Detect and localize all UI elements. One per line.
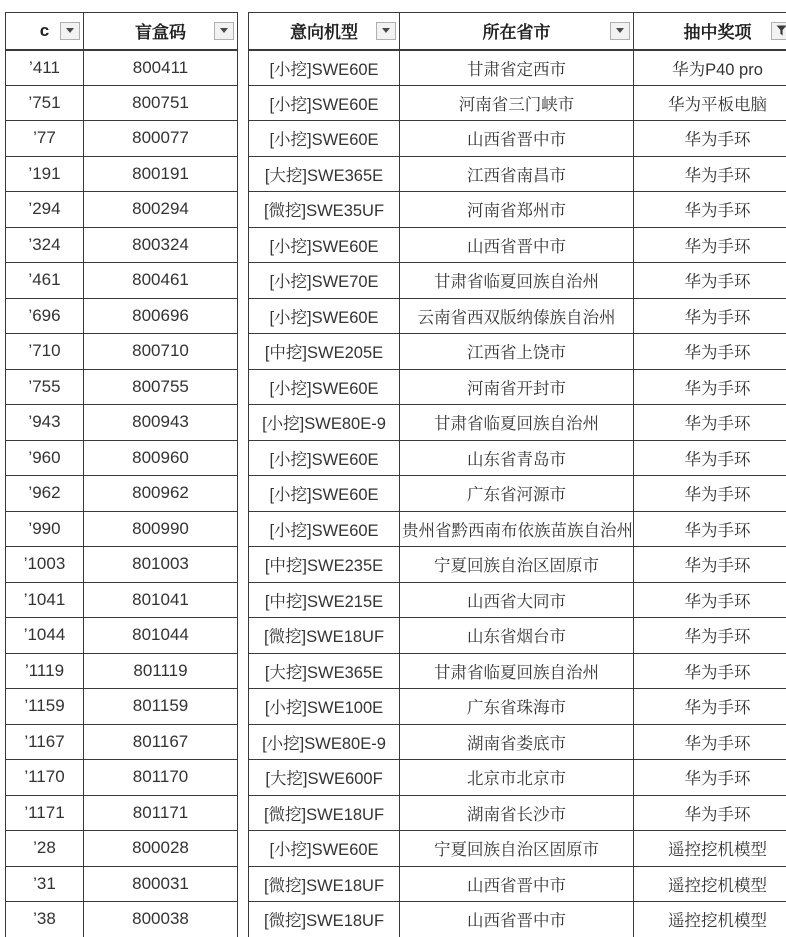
cell-region[interactable]: 甘肃省临夏回族自治州 (400, 653, 634, 689)
cell-region[interactable]: 广东省河源市 (400, 476, 634, 512)
left-table-body (6, 50, 238, 937)
table-row (249, 121, 786, 157)
cell-model[interactable]: [大挖]SWE365E (249, 653, 400, 689)
cell-prize[interactable]: 华为手环 (634, 724, 786, 760)
cell-region[interactable]: 甘肃省临夏回族自治州 (400, 405, 634, 441)
cell-c[interactable]: ’28 (6, 831, 84, 867)
cell-code[interactable]: 801003 (84, 547, 238, 583)
table-row (249, 831, 786, 867)
table-row (6, 547, 238, 583)
cell-c[interactable]: ’411 (6, 50, 84, 86)
cell-model[interactable]: [中挖]SWE205E (249, 334, 400, 370)
cell-code[interactable]: 800461 (84, 263, 238, 299)
cell-model[interactable]: [小挖]SWE100E (249, 689, 400, 725)
cell-c[interactable]: ’696 (6, 298, 84, 334)
cell-code[interactable]: 800696 (84, 298, 238, 334)
cell-model[interactable]: [大挖]SWE365E (249, 156, 400, 192)
cell-c[interactable]: ’1167 (6, 724, 84, 760)
cell-region[interactable]: 北京市北京市 (400, 760, 634, 796)
cell-code[interactable]: 801159 (84, 689, 238, 725)
table-row (249, 547, 786, 583)
cell-code[interactable]: 801170 (84, 760, 238, 796)
cell-model[interactable]: [小挖]SWE70E (249, 263, 400, 299)
cell-region[interactable]: 河南省郑州市 (400, 192, 634, 228)
cell-c[interactable]: ’77 (6, 121, 84, 157)
cell-region[interactable]: 湖南省长沙市 (400, 795, 634, 831)
cell-region[interactable]: 山西省晋中市 (400, 227, 634, 263)
cell-model[interactable]: [小挖]SWE60E (249, 227, 400, 263)
cell-c[interactable]: ’191 (6, 156, 84, 192)
cell-model[interactable]: [微挖]SWE35UF (249, 192, 400, 228)
table-row (6, 866, 238, 902)
table-row (6, 476, 238, 512)
table-row (249, 85, 786, 121)
chevron-down-icon (66, 28, 74, 33)
table-row (249, 760, 786, 796)
table-row (6, 405, 238, 441)
table-row (249, 227, 786, 263)
cell-model[interactable]: [微挖]SWE18UF (249, 866, 400, 902)
left-table (5, 12, 238, 937)
cell-prize[interactable]: 华为手环 (634, 689, 786, 725)
cell-model[interactable]: [小挖]SWE60E (249, 831, 400, 867)
table-row (249, 263, 786, 299)
cell-code[interactable]: 800411 (84, 50, 238, 86)
cell-c[interactable]: ’38 (6, 902, 84, 937)
column-header-model[interactable] (249, 13, 400, 50)
cell-model[interactable]: [小挖]SWE60E (249, 369, 400, 405)
table-row (6, 334, 238, 370)
cell-model[interactable]: [中挖]SWE215E (249, 582, 400, 618)
filter-dropdown-icon[interactable] (376, 22, 396, 40)
cell-prize[interactable]: 华为P40 pro (634, 50, 786, 86)
cell-prize[interactable]: 华为手环 (634, 547, 786, 583)
table-row (6, 369, 238, 405)
table-row (249, 689, 786, 725)
table-row (249, 653, 786, 689)
chevron-down-icon (382, 28, 390, 33)
cell-prize[interactable]: 遥控挖机模型 (634, 866, 786, 902)
right-table-body (249, 50, 786, 937)
cell-c[interactable]: ’1041 (6, 582, 84, 618)
cell-c[interactable]: ’755 (6, 369, 84, 405)
cell-model[interactable]: [大挖]SWE600F (249, 760, 400, 796)
table-row (6, 50, 238, 86)
table-row (6, 263, 238, 299)
table-row (249, 724, 786, 760)
table-row (249, 866, 786, 902)
cell-code[interactable]: 800031 (84, 866, 238, 902)
column-header-region-label: 所在省市 (482, 23, 551, 43)
table-row (6, 192, 238, 228)
cell-model[interactable]: [微挖]SWE18UF (249, 902, 400, 937)
table-row (249, 618, 786, 654)
cell-code[interactable]: 800751 (84, 85, 238, 121)
table-row (6, 724, 238, 760)
cell-c[interactable]: ’751 (6, 85, 84, 121)
table-row (6, 618, 238, 654)
cell-prize[interactable]: 华为手环 (634, 334, 786, 370)
cell-prize[interactable]: 遥控挖机模型 (634, 831, 786, 867)
cell-region[interactable]: 江西省南昌市 (400, 156, 634, 192)
right-table (248, 12, 786, 937)
cell-prize[interactable]: 华为手环 (634, 653, 786, 689)
column-header-c[interactable] (6, 13, 84, 50)
cell-code[interactable]: 800191 (84, 156, 238, 192)
cell-region[interactable]: 河南省三门峡市 (400, 85, 634, 121)
cell-prize[interactable]: 华为平板电脑 (634, 85, 786, 121)
table-row (249, 440, 786, 476)
column-header-model-label: 意向机型 (290, 23, 358, 43)
cell-code[interactable]: 800294 (84, 192, 238, 228)
cell-region[interactable]: 山西省晋中市 (400, 866, 634, 902)
cell-c[interactable]: ’1159 (6, 689, 84, 725)
column-header-code[interactable] (84, 13, 238, 50)
table-row (6, 831, 238, 867)
table-row (6, 902, 238, 937)
cell-region[interactable]: 山西省晋中市 (400, 121, 634, 157)
cell-prize[interactable]: 遥控挖机模型 (634, 902, 786, 937)
cell-code[interactable]: 801171 (84, 795, 238, 831)
chevron-down-icon (616, 28, 624, 33)
filter-funnel-icon[interactable] (771, 22, 786, 40)
cell-c[interactable]: ’461 (6, 263, 84, 299)
cell-prize[interactable]: 华为手环 (634, 298, 786, 334)
cell-code[interactable]: 800990 (84, 511, 238, 547)
cell-code[interactable]: 800755 (84, 369, 238, 405)
table-row (6, 689, 238, 725)
cell-c[interactable]: ’294 (6, 192, 84, 228)
cell-code[interactable]: 800038 (84, 902, 238, 937)
table-row (6, 156, 238, 192)
cell-prize[interactable]: 华为手环 (634, 760, 786, 796)
cell-model[interactable]: [小挖]SWE60E (249, 298, 400, 334)
funnel-icon (776, 25, 786, 36)
cell-c[interactable]: ’962 (6, 476, 84, 512)
cell-code[interactable]: 800324 (84, 227, 238, 263)
cell-region[interactable]: 甘肃省定西市 (400, 50, 634, 86)
table-row (249, 50, 786, 86)
chevron-down-icon (220, 28, 228, 33)
table-row (249, 156, 786, 192)
cell-c[interactable]: ’31 (6, 866, 84, 902)
table-row (6, 760, 238, 796)
cell-code[interactable]: 800077 (84, 121, 238, 157)
cell-code[interactable]: 800710 (84, 334, 238, 370)
cell-model[interactable]: [小挖]SWE60E (249, 476, 400, 512)
header-row (249, 13, 786, 50)
cell-prize[interactable]: 华为手环 (634, 369, 786, 405)
cell-prize[interactable]: 华为手环 (634, 511, 786, 547)
column-header-c-label: c (39, 20, 50, 40)
cell-region[interactable]: 山东省青岛市 (400, 440, 634, 476)
cell-prize[interactable]: 华为手环 (634, 440, 786, 476)
cell-prize[interactable]: 华为手环 (634, 618, 786, 654)
tables-container (5, 12, 786, 937)
cell-model[interactable]: [中挖]SWE235E (249, 547, 400, 583)
header-row (6, 13, 238, 50)
cell-model[interactable]: [小挖]SWE60E (249, 85, 400, 121)
column-header-code-label: 盲盒码 (135, 23, 186, 43)
cell-model[interactable]: [微挖]SWE18UF (249, 795, 400, 831)
table-row (249, 582, 786, 618)
cell-code[interactable]: 800960 (84, 440, 238, 476)
cell-c[interactable]: ’1044 (6, 618, 84, 654)
cell-region[interactable]: 宁夏回族自治区固原市 (400, 547, 634, 583)
cell-model[interactable]: [小挖]SWE80E-9 (249, 405, 400, 441)
cell-region[interactable]: 江西省上饶市 (400, 334, 634, 370)
cell-region[interactable]: 山西省晋中市 (400, 902, 634, 937)
cell-region[interactable]: 宁夏回族自治区固原市 (400, 831, 634, 867)
table-row (6, 653, 238, 689)
cell-c[interactable]: ’1003 (6, 547, 84, 583)
column-header-region[interactable] (400, 13, 634, 50)
filter-dropdown-icon[interactable] (610, 22, 630, 40)
column-header-prize[interactable] (634, 13, 786, 50)
cell-code[interactable]: 801119 (84, 653, 238, 689)
cell-region[interactable]: 山东省烟台市 (400, 618, 634, 654)
cell-c[interactable]: ’324 (6, 227, 84, 263)
cell-c[interactable]: ’1170 (6, 760, 84, 796)
table-row (249, 369, 786, 405)
cell-model[interactable]: [小挖]SWE60E (249, 511, 400, 547)
cell-code[interactable]: 800943 (84, 405, 238, 441)
cell-model[interactable]: [小挖]SWE60E (249, 440, 400, 476)
cell-prize[interactable]: 华为手环 (634, 795, 786, 831)
table-row (6, 511, 238, 547)
cell-model[interactable]: [小挖]SWE60E (249, 50, 400, 86)
cell-c[interactable]: ’960 (6, 440, 84, 476)
cell-prize[interactable]: 华为手环 (634, 227, 786, 263)
table-row (6, 440, 238, 476)
cell-region[interactable]: 甘肃省临夏回族自治州 (400, 263, 634, 299)
table-row (249, 795, 786, 831)
cell-code[interactable]: 801167 (84, 724, 238, 760)
cell-prize[interactable]: 华为手环 (634, 192, 786, 228)
table-row (249, 192, 786, 228)
table-row (6, 795, 238, 831)
cell-prize[interactable]: 华为手环 (634, 156, 786, 192)
table-row (249, 298, 786, 334)
table-row (249, 511, 786, 547)
cell-prize[interactable]: 华为手环 (634, 582, 786, 618)
table-row (6, 85, 238, 121)
table-row (6, 227, 238, 263)
cell-region[interactable]: 贵州省黔西南布依族苗族自治州 (400, 511, 634, 547)
cell-c[interactable]: ’1171 (6, 795, 84, 831)
cell-region[interactable]: 湖南省娄底市 (400, 724, 634, 760)
cell-c[interactable]: ’1119 (6, 653, 84, 689)
cell-prize[interactable]: 华为手环 (634, 405, 786, 441)
cell-region[interactable]: 山西省大同市 (400, 582, 634, 618)
cell-model[interactable]: [小挖]SWE60E (249, 121, 400, 157)
cell-prize[interactable]: 华为手环 (634, 263, 786, 299)
cell-prize[interactable]: 华为手环 (634, 476, 786, 512)
table-row (249, 334, 786, 370)
table-row (249, 476, 786, 512)
cell-c[interactable]: ’943 (6, 405, 84, 441)
cell-code[interactable]: 800028 (84, 831, 238, 867)
cell-code[interactable]: 800962 (84, 476, 238, 512)
cell-c[interactable]: ’710 (6, 334, 84, 370)
cell-code[interactable]: 801041 (84, 582, 238, 618)
cell-region[interactable]: 河南省开封市 (400, 369, 634, 405)
cell-prize[interactable]: 华为手环 (634, 121, 786, 157)
table-row (249, 405, 786, 441)
cell-c[interactable]: ’990 (6, 511, 84, 547)
column-header-prize-label: 抽中奖项 (683, 23, 752, 43)
table-row (6, 582, 238, 618)
filter-dropdown-icon[interactable] (60, 22, 80, 40)
table-row (6, 298, 238, 334)
cell-model[interactable]: [微挖]SWE18UF (249, 618, 400, 654)
cell-region[interactable]: 广东省珠海市 (400, 689, 634, 725)
cell-model[interactable]: [小挖]SWE80E-9 (249, 724, 400, 760)
table-row (6, 121, 238, 157)
table-row (249, 902, 786, 937)
cell-region[interactable]: 云南省西双版纳傣族自治州 (400, 298, 634, 334)
cell-code[interactable]: 801044 (84, 618, 238, 654)
filter-dropdown-icon[interactable] (214, 22, 234, 40)
